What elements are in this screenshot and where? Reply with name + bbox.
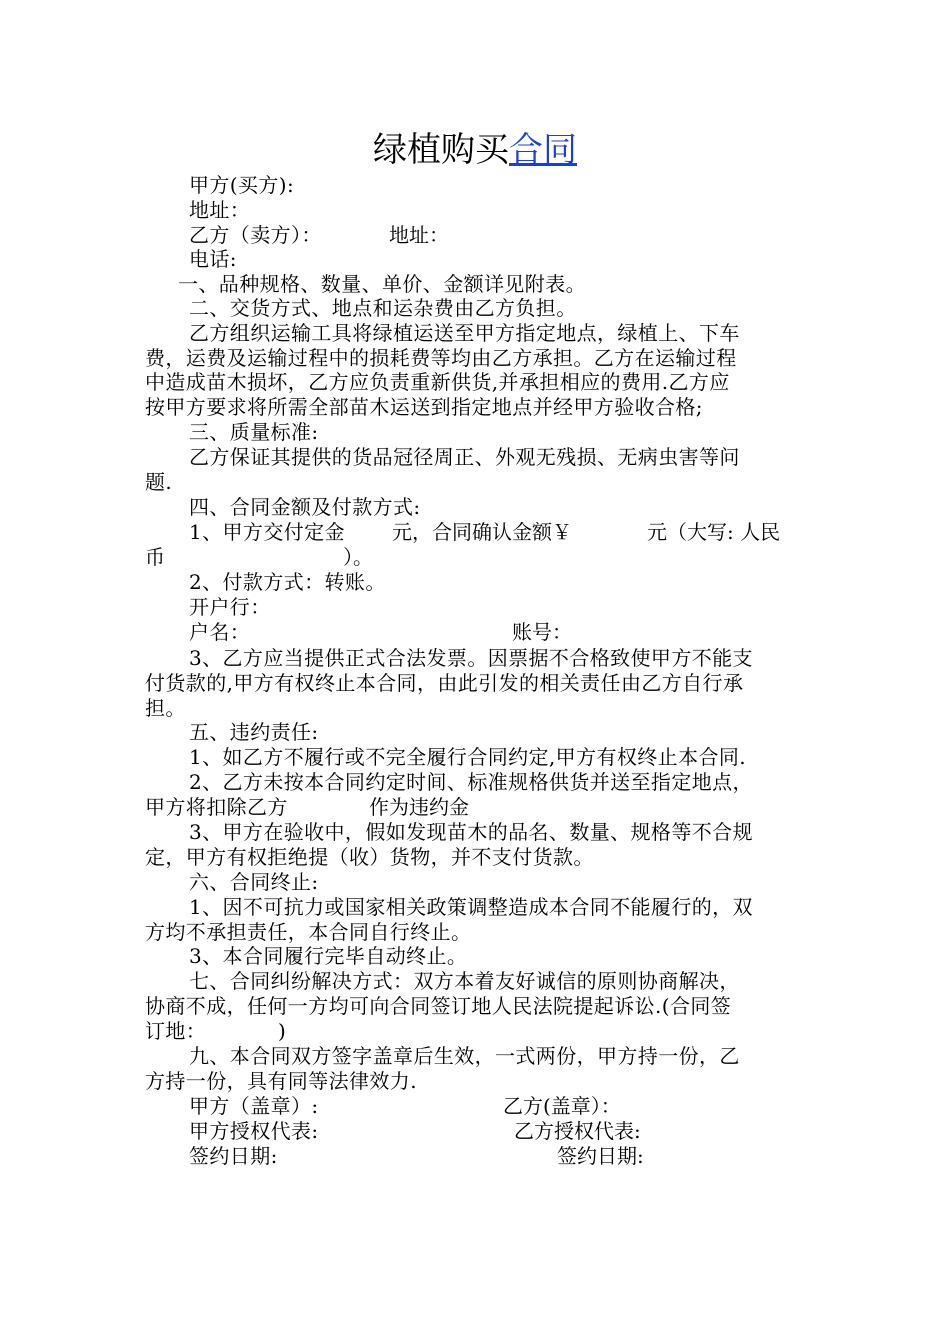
clause-9: 方持一份，具有同等法律效力. <box>145 1069 417 1093</box>
party-b-label: 乙方（卖方）： <box>189 223 322 247</box>
party-a-label: 甲方(买方): <box>189 173 295 197</box>
clause-5-heading: 五、违约责任: <box>189 720 319 744</box>
title-main: 绿植购买 <box>373 130 509 170</box>
party-b-address: 地址： <box>389 223 449 247</box>
clause-3-heading: 三、质量标准: <box>189 420 319 444</box>
breach-item-2: 甲方将扣除乙方 <box>145 795 288 819</box>
clause-3-text: 乙方保证其提供的货品冠径周正、外观无残损、无病虫害等问 <box>189 445 740 469</box>
clause-3-text: 题. <box>145 470 173 494</box>
clause-7: 七、合同纠纷解决方式：双方本着友好诚信的原则协商解决， <box>189 969 740 993</box>
invoice-clause: 担。 <box>145 696 186 720</box>
clause-7: 协商不成，任何一方均可向合同签订地人民法院提起诉讼.(合同签 <box>145 994 732 1018</box>
party-b-sign-date: 签约日期: <box>557 1144 644 1168</box>
clause-7: 订地： <box>145 1019 207 1043</box>
clause-2-heading: 二、交货方式、地点和运杂费由乙方负担。 <box>189 296 577 320</box>
invoice-clause: 付货款的,甲方有权终止本合同，由此引发的相关责任由乙方自行承 <box>145 671 744 695</box>
party-a-seal: 甲方（盖章）: <box>189 1094 319 1118</box>
party-a-representative: 甲方授权代表: <box>189 1119 319 1143</box>
clause-4-heading: 四、合同金额及付款方式: <box>189 495 421 519</box>
breach-item-3: 定，甲方有权拒绝提（收）货物，并不支付货款。 <box>145 845 594 869</box>
account-name-label: 户名： <box>189 620 251 644</box>
clause-2-text: 费，运费及运输过程中的损耗费等均由乙方承担。乙方在运输过程 <box>145 346 737 370</box>
clause-2-text: 中造成苗木损坏，乙方应负责重新供货,并承担相应的费用.乙方应 <box>145 370 730 394</box>
currency-label: 币 <box>145 545 166 569</box>
party-a-sign-date: 签约日期: <box>189 1144 278 1168</box>
termination-item-3: 3、本合同履行完毕自动终止。 <box>189 944 468 968</box>
payment-method: 2、付款方式：转账。 <box>189 570 386 594</box>
breach-item-2: 2、乙方未按本合同约定时间、标准规格供货并送至指定地点， <box>189 770 753 794</box>
party-a-address: 地址： <box>189 198 251 222</box>
account-number-label: 账号： <box>512 620 572 644</box>
title-link[interactable]: 合同 <box>509 130 577 170</box>
contract-amount-label: 元，合同确认金额￥ <box>392 520 572 544</box>
clause-1: 一、品种规格、数量、单价、金额详见附表。 <box>178 272 586 296</box>
document-title <box>0 128 950 172</box>
invoice-clause: 3、乙方应当提供正式合法发票。因票据不合格致使甲方不能支 <box>189 646 753 670</box>
party-b-seal: 乙方(盖章）： <box>503 1094 621 1118</box>
phone-label: 电话: <box>189 247 237 271</box>
clause-9: 九、本合同双方签字盖章后生效，一式两份，甲方持一份，乙 <box>189 1044 740 1068</box>
breach-item-1: 1、如乙方不履行或不完全履行合同约定,甲方有权终止本合同. <box>189 745 747 769</box>
termination-item-1: 方均不承担责任，本合同自行终止。 <box>145 920 472 944</box>
sign-place-close: ) <box>278 1019 286 1043</box>
clause-6-heading: 六、合同终止: <box>189 870 319 894</box>
bank-label: 开户行： <box>189 595 271 619</box>
breach-item-3: 3、甲方在验收中，假如发现苗木的品名、数量、规格等不合规 <box>189 820 753 844</box>
clause-2-text: 乙方组织运输工具将绿植运送至甲方指定地点，绿植上、下车 <box>189 321 740 345</box>
termination-item-1: 1、因不可抗力或国家相关政策调整造成本合同不能履行的，双 <box>189 895 753 919</box>
party-b-representative: 乙方授权代表: <box>514 1119 641 1143</box>
amount-caps-close: ）。 <box>343 545 373 569</box>
penalty-label: 作为违约金 <box>369 795 469 819</box>
deposit-line: 1、甲方交付定金 <box>189 520 345 544</box>
clause-2-text: 按甲方要求将所需全部苗木运送到指定地点并经甲方验收合格; <box>145 395 703 419</box>
amount-caps-label: 元（大写: 人民 <box>647 520 781 544</box>
